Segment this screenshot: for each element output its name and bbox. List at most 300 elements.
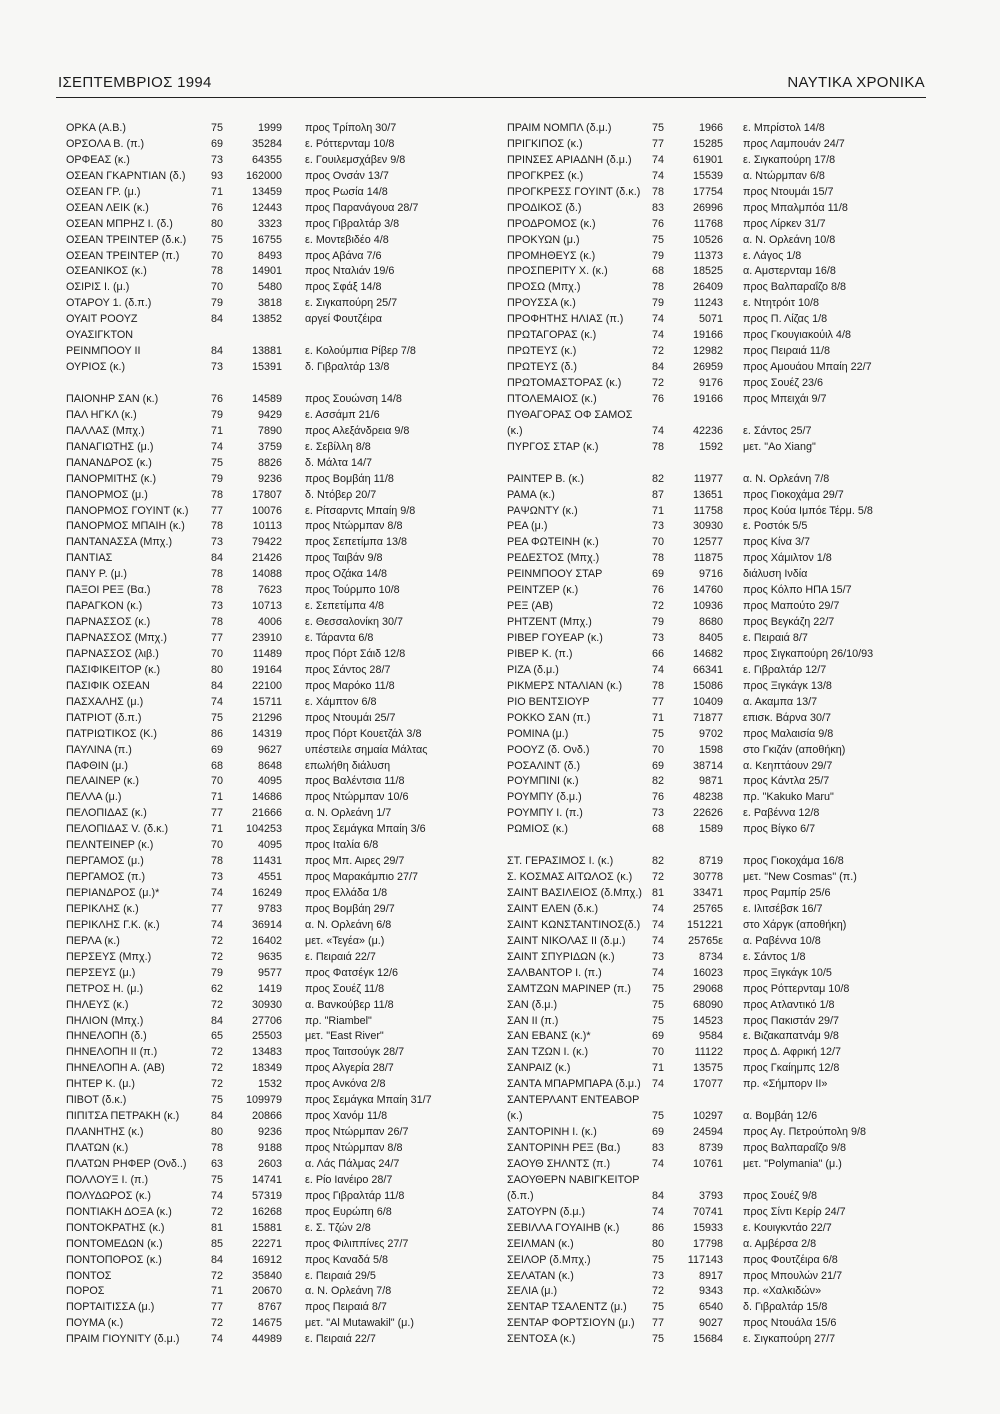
ship-name: ΠΕΛΛΑ (μ.) xyxy=(66,791,122,804)
ship-row xyxy=(507,169,937,185)
ship-name: ΣΑΝ (δ.μ.) xyxy=(507,998,558,1011)
tonnage: 57319 xyxy=(251,1189,282,1202)
ship-name: ΠΗΛΙΟΝ (Μπχ.) xyxy=(66,1014,144,1027)
tonnage: 4095 xyxy=(257,775,282,788)
voyage-status: ε. Ροστόκ 5/5 xyxy=(743,520,808,533)
voyage-status: α. Αμβέρσα 2/8 xyxy=(743,1237,817,1250)
ship-row xyxy=(507,1269,937,1285)
build-year: 72 xyxy=(211,998,224,1011)
build-year: 72 xyxy=(652,345,665,358)
voyage-status: προς Γιβραλτάρ 3/8 xyxy=(305,217,400,230)
ship-row xyxy=(66,1109,506,1125)
build-year: 72 xyxy=(652,1285,665,1298)
build-year: 78 xyxy=(652,440,665,453)
ship-name: ΣΑΝΤΕΡΛΑΝΤ ΕΝΤΕΑΒΟΡ xyxy=(507,1094,640,1107)
ship-name: (κ.) xyxy=(507,1110,523,1123)
voyage-status: προς Σουώνση 14/8 xyxy=(305,392,402,405)
build-year: 72 xyxy=(652,600,665,613)
ship-row xyxy=(66,1269,506,1285)
ship-name: ΟΥΡΙΟΣ (κ.) xyxy=(66,361,126,374)
voyage-status: προς Ελλάδα 1/8 xyxy=(305,887,388,899)
voyage-status: α. Αμστερνταμ 16/8 xyxy=(743,265,836,278)
ship-name: ΠΑΝΥ Ρ. (μ.) xyxy=(66,568,128,581)
ship-name: ΣΑΙΝΤ ΚΩΝΣΤΑΝΤΙΝΟΣ(δ.) xyxy=(507,918,641,931)
ship-row xyxy=(66,647,506,663)
voyage-status: α. Ν. Ορλεάνη 1/7 xyxy=(305,807,392,820)
tonnage: 8680 xyxy=(698,616,723,629)
ship-name: ΡΙΒΕΡ Κ. (π.) xyxy=(507,647,573,660)
ship-name: ΠΡΟΦΗΤΗΣ ΗΛΙΑΣ (π.) xyxy=(507,313,624,326)
voyage-status: ε. Ρίο Ιανέιρο 28/7 xyxy=(305,1173,393,1186)
build-year: 69 xyxy=(652,1126,665,1139)
voyage-status: προς Τούρμπο 10/8 xyxy=(305,584,400,597)
voyage-status: προς Οζάκα 14/8 xyxy=(305,568,387,581)
ship-name: ΟΡΣΟΛΑ Β. (π.) xyxy=(66,137,145,150)
tonnage: 16912 xyxy=(251,1253,282,1266)
tonnage: 4006 xyxy=(257,616,282,629)
ship-name: ΠΑΝΟΡΜΟΣ ΓΟΥΙΝΤ (κ.) xyxy=(66,504,189,517)
build-year: 78 xyxy=(211,488,224,501)
ship-name: ΠΕΡΓΑΜΟΣ (π.) xyxy=(66,871,146,884)
ship-row xyxy=(66,966,506,982)
tonnage: 1966 xyxy=(698,122,723,134)
ship-name: ΡΑΨΩΝΤΥ (κ.) xyxy=(507,504,578,517)
ship-name: ΣΑΟΥΘΕΡΝ ΝΑΒΙΓΚΕΙΤΟΡ xyxy=(507,1173,640,1186)
ship-row xyxy=(507,1173,937,1189)
ship-row xyxy=(66,535,506,551)
ship-name: ΣΑΝΤΟΡΙΝΗ Ι. (κ.) xyxy=(507,1126,597,1139)
voyage-status: προς Παρανάγουα 28/7 xyxy=(305,201,419,214)
voyage-status: προς Κάντλα 25/7 xyxy=(743,775,830,788)
voyage-status: ε. Σιγκαπούρη 27/7 xyxy=(743,1333,836,1346)
ship-row xyxy=(507,599,937,615)
voyage-status: επισκ. Βάρνα 30/7 xyxy=(743,711,831,724)
build-year: 79 xyxy=(652,297,665,310)
tonnage: 18349 xyxy=(251,1062,282,1075)
tonnage: 66341 xyxy=(692,663,723,676)
build-year: 69 xyxy=(652,568,665,581)
ship-row xyxy=(507,838,937,854)
build-year: 78 xyxy=(652,281,665,294)
voyage-status: προς Ντώρμπαν 10/6 xyxy=(305,791,409,804)
build-year: 68 xyxy=(211,759,224,772)
build-year: 75 xyxy=(652,1333,665,1346)
voyage-status: προς Αγ. Πετρούπολη 9/8 xyxy=(743,1126,867,1139)
build-year: 74 xyxy=(652,329,665,342)
build-year: 71 xyxy=(211,185,224,198)
tonnage: 22100 xyxy=(251,679,282,692)
ship-name: ΠΡΩΤΟΜΑΣΤΟΡΑΣ (κ.) xyxy=(507,377,622,389)
tonnage: 15684 xyxy=(692,1333,723,1346)
build-year: 65 xyxy=(211,1030,224,1043)
voyage-status: προς Γκουγιακούιλ 4/8 xyxy=(743,329,851,342)
ship-row xyxy=(66,233,506,249)
voyage-status: δ. Ντόβερ 20/7 xyxy=(305,488,377,501)
ship-name: ΣΕΒΙΛΛΑ ΓΟΥΑΙΗΒ (κ.) xyxy=(507,1221,620,1234)
ship-row xyxy=(66,1125,506,1141)
tonnage: 10526 xyxy=(692,233,723,246)
ship-row xyxy=(507,982,937,998)
ship-name: ΟΣΙΡΙΣ Ι. (μ.) xyxy=(66,281,130,294)
tonnage: 4095 xyxy=(257,839,282,852)
build-year: 75 xyxy=(652,998,665,1011)
build-year: 74 xyxy=(652,169,665,182)
ship-row xyxy=(507,408,937,424)
ship-row xyxy=(507,1061,937,1077)
ship-name: ΣΑΤΟΥΡΝ (δ.μ.) xyxy=(507,1205,586,1218)
voyage-status: προς Χάμιλτον 1/8 xyxy=(743,552,832,565)
tonnage: 27706 xyxy=(251,1014,282,1027)
ship-row xyxy=(507,1157,937,1173)
ship-name: ΠΡΙΝΣΕΣ ΑΡΙΑΔΝΗ (δ.μ.) xyxy=(507,153,632,166)
ship-name: ΠΡΟΣΠΕΡΙΤΥ Χ. (κ.) xyxy=(507,265,608,278)
ship-name: ΣΑΟΥΘ ΣΗΛΝΤΣ (π.) xyxy=(507,1157,611,1170)
build-year: 69 xyxy=(652,1030,665,1043)
voyage-status: ε. Βιζακαπατνάμ 9/8 xyxy=(743,1030,839,1043)
tonnage: 8739 xyxy=(698,1142,723,1154)
tonnage: 61901 xyxy=(692,153,723,166)
ship-row xyxy=(507,615,937,631)
voyage-status: προς Μαρακάμπιο 27/7 xyxy=(305,871,419,884)
tonnage: 11875 xyxy=(693,552,723,565)
ship-row xyxy=(507,535,937,551)
voyage-status: δ. Γιβραλτάρ 15/8 xyxy=(743,1301,828,1314)
voyage-status: μετ. «Τεγέα» (μ.) xyxy=(305,934,385,947)
ship-row xyxy=(66,392,506,408)
build-year: 72 xyxy=(211,1205,224,1218)
ship-row xyxy=(66,153,506,169)
tonnage: 9635 xyxy=(257,950,282,963)
voyage-status: προς Σάντος 28/7 xyxy=(305,663,391,676)
tonnage: 25503 xyxy=(251,1030,282,1043)
voyage-status: προς Γκαίημπς 12/8 xyxy=(743,1062,840,1075)
voyage-status: ε. Πειραιά 8/7 xyxy=(743,632,808,644)
voyage-status: προς Ατλαντικό 1/8 xyxy=(743,998,835,1011)
build-year: 78 xyxy=(211,855,224,868)
voyage-status: προς Βίγκο 6/7 xyxy=(743,823,816,836)
voyage-status: πρ. «Χαλκιδών» xyxy=(743,1285,822,1298)
voyage-status: προς Κίνα 3/7 xyxy=(743,536,811,549)
tonnage: 9871 xyxy=(698,775,723,788)
ship-row xyxy=(66,902,506,918)
build-year: 78 xyxy=(211,520,224,533)
voyage-status: μετ. "Polymania" (μ.) xyxy=(743,1157,842,1170)
tonnage: 15086 xyxy=(692,679,723,692)
ship-row xyxy=(507,1332,937,1348)
tonnage: 11122 xyxy=(694,1046,723,1059)
tonnage: 1999 xyxy=(257,122,282,134)
ship-row xyxy=(66,472,506,488)
build-year: 84 xyxy=(211,313,224,326)
voyage-status: ε. Μπρίστολ 14/8 xyxy=(743,122,825,134)
ship-row xyxy=(66,838,506,854)
tonnage: 9716 xyxy=(698,568,723,581)
ship-row xyxy=(66,1093,506,1109)
ship-name: ΠΑΝΟΡΜΟΣ ΜΠΑΙΗ (κ.) xyxy=(66,520,185,533)
ship-row xyxy=(66,1300,506,1316)
ship-row xyxy=(66,822,506,838)
voyage-status: προς Βαλέντσια 11/8 xyxy=(305,775,405,788)
build-year: 73 xyxy=(652,1269,665,1282)
build-year: 78 xyxy=(211,568,224,581)
voyage-status: ε. Κολούμπια Ρίβερ 7/8 xyxy=(305,345,416,358)
ship-name: ΠΕΡΙΚΛΗΣ Γ.Κ. (κ.) xyxy=(66,918,160,931)
build-year: 73 xyxy=(211,361,224,374)
voyage-status: α. Ραβέννα 10/8 xyxy=(743,934,821,947)
ship-name: ΟΡΚΑ (Α.Β.) xyxy=(66,122,126,134)
ship-name: ΠΤΟΛΕΜΑΙΟΣ (κ.) xyxy=(507,392,597,405)
voyage-status: μετ. "Al Mutawakil" (μ.) xyxy=(305,1317,414,1330)
ship-name: ΠΑΝΤΑΝΑΣΣΑ (Μπχ.) xyxy=(66,536,173,549)
tonnage: 1598 xyxy=(698,743,723,756)
tonnage: 8648 xyxy=(257,759,282,772)
voyage-status: προς Αβάνα 7/6 xyxy=(305,249,382,262)
tonnage: 16755 xyxy=(251,233,282,246)
voyage-status: προς Π. Λίζας 1/8 xyxy=(743,313,828,326)
voyage-status: α. Ν. Ορλεάνη 10/8 xyxy=(743,233,836,246)
voyage-status: προς Τρίπολη 30/7 xyxy=(305,122,397,134)
voyage-status: προς Σουέζ 23/6 xyxy=(743,377,823,389)
build-year: 75 xyxy=(211,711,224,724)
build-year: 73 xyxy=(652,807,665,820)
tonnage: 30778 xyxy=(692,871,723,884)
voyage-status: ε. Λάγος 1/8 xyxy=(743,249,802,262)
tonnage: 1592 xyxy=(698,440,723,453)
ship-name: ΠΑΝΤΙΑΣ xyxy=(66,552,113,565)
ship-name: ΣΕΝΤΑΡ ΤΣΑΛΕΝΤΖ (μ.) xyxy=(507,1301,627,1314)
ship-row xyxy=(66,599,506,615)
voyage-status: δ. Μάλτα 14/7 xyxy=(305,456,373,469)
voyage-status: προς Γιοκοχάμα 29/7 xyxy=(743,488,844,501)
ship-name: ΣΑΙΝΤ ΕΛΕΝ (δ.κ.) xyxy=(507,902,599,915)
ship-row xyxy=(507,1141,937,1157)
build-year: 78 xyxy=(652,679,665,692)
ship-row xyxy=(507,918,937,934)
tonnage: 13459 xyxy=(251,185,282,198)
tonnage: 20670 xyxy=(251,1285,282,1298)
tonnage: 14589 xyxy=(251,392,282,405)
ship-name: ΠΟΛΛΟΥΞ Ι. (π.) xyxy=(66,1173,149,1186)
ship-row xyxy=(507,567,937,583)
ship-row xyxy=(66,280,506,296)
ship-row xyxy=(507,296,937,312)
tonnage: 70741 xyxy=(692,1205,723,1218)
tonnage: 15711 xyxy=(252,695,282,708)
tonnage: 30930 xyxy=(692,520,723,533)
ship-name: ΡΙΒΕΡ ΓΟΥΕΑΡ (κ.) xyxy=(507,632,603,644)
ship-name: ΠΑΣΙΦΙΚ ΟΣΕΑΝ xyxy=(66,679,150,692)
tonnage: 11431 xyxy=(252,855,282,868)
build-year: 84 xyxy=(211,1110,224,1123)
tonnage: 11977 xyxy=(693,472,723,485)
build-year: 74 xyxy=(652,663,665,676)
ship-name: ΠΡΟΜΗΘΕΥΣ (κ.) xyxy=(507,249,596,262)
tonnage: 9577 xyxy=(257,966,282,979)
tonnage: 12443 xyxy=(251,201,282,214)
ship-name: ΣΕΝΤΟΣΑ (κ.) xyxy=(507,1333,576,1346)
ship-name: ΠΑΛΛΑΣ (Μπχ.) xyxy=(66,424,145,437)
ship-name: ΡΑΙΝΤΕΡ Β. (κ.) xyxy=(507,472,584,485)
voyage-status: ε. Σ. Τζών 2/8 xyxy=(305,1221,371,1234)
tonnage: 25765 xyxy=(692,902,723,915)
build-year: 69 xyxy=(211,137,224,150)
ship-row xyxy=(66,695,506,711)
ship-name: ΠΡΩΤΑΓΟΡΑΣ (κ.) xyxy=(507,329,597,342)
voyage-status: ε. Σάντος 25/7 xyxy=(743,424,812,437)
build-year: 79 xyxy=(211,297,224,310)
tonnage: 68090 xyxy=(692,998,723,1011)
build-year: 74 xyxy=(211,918,224,931)
voyage-status: προς Φατσέγκ 12/6 xyxy=(305,966,399,979)
ship-name: ΠΗΛΕΥΣ (κ.) xyxy=(66,998,129,1011)
build-year: 74 xyxy=(652,966,665,979)
build-year: 74 xyxy=(652,1157,665,1170)
voyage-status: α. Λάς Πάλμας 24/7 xyxy=(305,1157,400,1170)
ship-name: ΠΡΟΔΡΟΜΟΣ (κ.) xyxy=(507,217,596,230)
tonnage: 15539 xyxy=(692,169,723,182)
ship-row xyxy=(66,201,506,217)
build-year: 80 xyxy=(652,1237,665,1250)
ship-row xyxy=(507,344,937,360)
build-year: 74 xyxy=(211,1189,224,1202)
build-year: 74 xyxy=(211,1333,224,1346)
voyage-status: στο Γκιζάν (αποθήκη) xyxy=(743,743,846,756)
ship-row xyxy=(66,567,506,583)
ship-name: ΡΟΥΜΠΥ Ι. (π.) xyxy=(507,807,583,820)
ship-name: ΠΑΡΝΑΣΣΟΣ (λιβ.) xyxy=(66,647,159,660)
build-year: 74 xyxy=(652,1205,665,1218)
ship-row xyxy=(507,822,937,838)
ship-name: ΣΤ. ΓΕΡΑΣΙΜΟΣ Ι. (κ.) xyxy=(507,855,614,868)
voyage-status: ε. Γουιλεμσχάβεν 9/8 xyxy=(305,153,406,166)
tonnage: 48238 xyxy=(692,791,723,804)
tonnage: 35840 xyxy=(251,1269,282,1282)
build-year: 71 xyxy=(211,823,224,836)
build-year: 72 xyxy=(211,1317,224,1330)
voyage-status: ε. Ρόττερνταμ 10/8 xyxy=(305,137,395,150)
ship-list-left-column xyxy=(66,121,506,1348)
build-year: 71 xyxy=(652,504,665,517)
voyage-status: ε. Σεβίλλη 8/8 xyxy=(305,440,371,453)
voyage-status: α. Βανκούβερ 11/8 xyxy=(305,998,394,1011)
tonnage: 17754 xyxy=(692,185,723,198)
build-year: 73 xyxy=(211,600,224,613)
voyage-status: προς Μπ. Αιρες 29/7 xyxy=(305,855,405,868)
ship-row xyxy=(507,950,937,966)
build-year: 77 xyxy=(211,902,224,915)
tonnage: 12577 xyxy=(692,536,723,549)
build-year: 77 xyxy=(652,695,665,708)
voyage-status: α. Ντώρμπαν 6/8 xyxy=(743,169,825,182)
ship-name: ΠΛΑΤΩΝ ΡΗΦΕΡ (Ονδ..) xyxy=(66,1157,187,1170)
voyage-status: ε. Ασσάμπ 21/6 xyxy=(305,408,380,421)
build-year: 84 xyxy=(211,552,224,565)
build-year: 79 xyxy=(211,966,224,979)
ship-name: ΡΟΟΥΖ (δ. Ονδ.) xyxy=(507,743,590,756)
ship-name: ΣΑΝ ΤΖΩΝ Ι. (κ.) xyxy=(507,1046,589,1059)
ship-name: ΠΕΡΣΕΥΣ (Μπχ.) xyxy=(66,950,152,963)
voyage-status: προς Κόλπο ΗΠΑ 15/7 xyxy=(743,584,852,597)
build-year: 74 xyxy=(211,695,224,708)
tonnage: 44989 xyxy=(251,1333,282,1346)
ship-name: ΟΡΦΕΑΣ (κ.) xyxy=(66,153,130,166)
ship-row xyxy=(507,1093,937,1109)
ship-row xyxy=(66,774,506,790)
tonnage: 8719 xyxy=(698,855,723,868)
build-year: 72 xyxy=(211,950,224,963)
ship-row xyxy=(507,201,937,217)
ship-row xyxy=(66,1029,506,1045)
ship-row xyxy=(66,1077,506,1093)
ship-name: ΠΗΝΕΛΟΠΗ ΙΙ (π.) xyxy=(66,1046,158,1059)
tonnage: 5480 xyxy=(257,281,282,294)
tonnage: 10297 xyxy=(692,1110,723,1123)
tonnage: 14741 xyxy=(251,1173,282,1186)
ship-row xyxy=(66,1061,506,1077)
build-year: 86 xyxy=(652,1221,665,1234)
voyage-status: προς Μπειχάι 9/7 xyxy=(743,392,827,405)
ship-name: ΡΟΣΑΛΙΝΤ (δ.) xyxy=(507,759,581,772)
voyage-status: μετ. "Ao Xiang" xyxy=(743,440,816,453)
build-year: 77 xyxy=(211,504,224,517)
tonnage: 18525 xyxy=(692,265,723,278)
voyage-status: δ. Γιβραλτάρ 13/8 xyxy=(305,361,390,374)
ship-row xyxy=(507,743,937,759)
ship-name: ΠΑΡΑΓΚΟΝ (κ.) xyxy=(66,600,143,613)
ship-name: ΟΣΕΑΝ ΓΡ. (μ.) xyxy=(66,185,141,198)
tonnage: 8826 xyxy=(257,456,282,469)
build-year: 76 xyxy=(652,791,665,804)
tonnage: 8493 xyxy=(257,249,282,262)
tonnage: 11768 xyxy=(693,217,723,230)
voyage-status: προς Ονσάν 13/7 xyxy=(305,169,389,182)
voyage-status: προς Σουέζ 9/8 xyxy=(743,1189,817,1202)
ship-name: ΠΑΡΝΑΣΣΟΣ (Μπχ.) xyxy=(66,632,167,644)
voyage-status: α. Ν. Ορλεάνη 7/8 xyxy=(743,472,830,485)
ship-name: ΠΡΟΔΙΚΟΣ (δ.) xyxy=(507,201,582,214)
build-year: 79 xyxy=(652,616,665,629)
tonnage: 3323 xyxy=(257,217,282,230)
ship-name: ΠΕΛΑΙΝΕΡ (κ.) xyxy=(66,775,140,788)
tonnage: 109979 xyxy=(245,1094,282,1107)
ship-name: ΠΥΡΓΟΣ ΣΤΑΡ (κ.) xyxy=(507,440,599,453)
ship-row xyxy=(507,1045,937,1061)
ship-row xyxy=(507,663,937,679)
ship-row xyxy=(66,583,506,599)
ship-row xyxy=(66,998,506,1014)
tonnage: 21426 xyxy=(251,552,282,565)
tonnage: 19164 xyxy=(251,663,282,676)
ship-name: ΠΑΝΟΡΜΙΤΗΣ (κ.) xyxy=(66,472,157,485)
build-year: 80 xyxy=(211,217,224,230)
ship-name: ΠΕΛΟΠΙΔΑΣ (κ.) xyxy=(66,807,147,820)
ship-name: ΡΙΖΑ (δ.μ.) xyxy=(507,663,559,676)
ship-row xyxy=(66,424,506,440)
ship-row xyxy=(66,185,506,201)
voyage-status: προς Ιταλία 6/8 xyxy=(305,839,379,852)
tonnage: 30930 xyxy=(251,998,282,1011)
ship-row xyxy=(66,1221,506,1237)
tonnage: 19166 xyxy=(692,392,723,405)
ship-row xyxy=(507,456,937,472)
tonnage: 13483 xyxy=(251,1046,282,1059)
voyage-status: προς Κούα Ιμπόε Τέρμ. 5/8 xyxy=(743,504,873,517)
voyage-status: προς Μπουλών 21/7 xyxy=(743,1269,843,1282)
voyage-status: προς Μπαλμπόα 11/8 xyxy=(743,201,848,214)
ship-name: ΡΙΟ ΒΕΝΤΣΙΟΥΡ xyxy=(507,695,590,708)
ship-name: ΟΤΑΡΟΥ 1. (δ.π.) xyxy=(66,297,152,310)
build-year: 74 xyxy=(652,153,665,166)
